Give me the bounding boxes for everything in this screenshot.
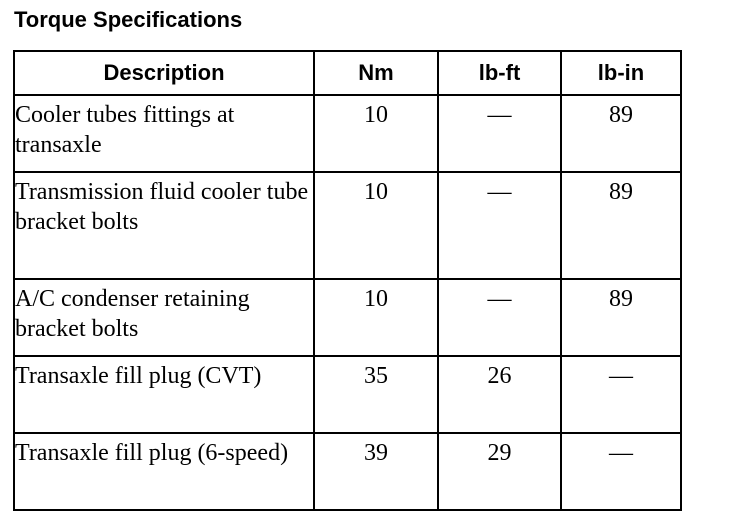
column-header-nm: Nm [314,51,438,95]
lb-in-cell: 89 [561,95,681,172]
lb-in-cell: — [561,356,681,433]
lb-in-cell: — [561,433,681,510]
column-header-lb-in: lb-in [561,51,681,95]
column-header-lb-ft: lb-ft [438,51,561,95]
page-title: Torque Specifications [14,7,243,32]
table-row [14,433,681,510]
lb-ft-cell: 29 [438,433,561,510]
lb-in-cell: 89 [561,279,681,356]
description-cell: Transaxle fill plug (6-speed) [14,433,314,510]
nm-cell: 10 [314,279,438,356]
table-row [14,279,681,356]
column-header-description: Description [14,51,314,95]
table-row [14,356,681,433]
nm-cell: 35 [314,356,438,433]
torque-spec-table [13,50,682,511]
nm-cell: 10 [314,172,438,279]
lb-ft-cell: — [438,172,561,279]
nm-cell: 39 [314,433,438,510]
description-cell: Transaxle fill plug (CVT) [14,356,314,433]
table-row [14,95,681,172]
table-row [14,172,681,279]
nm-cell: 10 [314,95,438,172]
table-header-row [14,51,681,95]
lb-ft-cell: — [438,279,561,356]
description-cell: Transmission fluid cooler tube bracket bolts [14,172,314,279]
lb-in-cell: 89 [561,172,681,279]
description-cell: Cooler tubes fittings at transaxle [14,95,314,172]
lb-ft-cell: 26 [438,356,561,433]
lb-ft-cell: — [438,95,561,172]
description-cell: A/C condenser retaining bracket bolts [14,279,314,356]
